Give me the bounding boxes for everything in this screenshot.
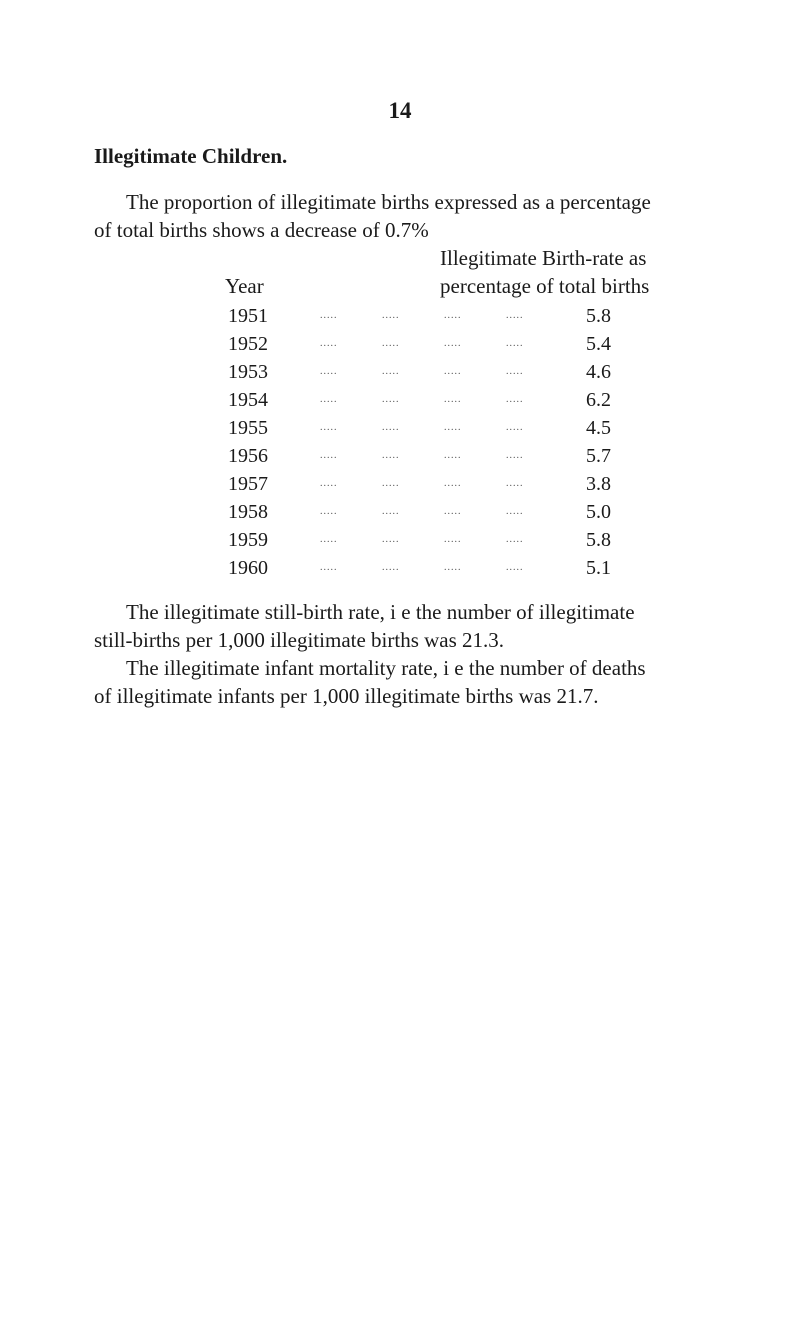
stillbirth-paragraph bbox=[94, 598, 764, 654]
year-cell: 1954 bbox=[228, 389, 268, 411]
rate-cell: 5.4 bbox=[586, 333, 611, 355]
rate-cell: 5.1 bbox=[586, 557, 611, 579]
infant-line-2: of illegitimate infants per 1,000 illegitimate births was 21.7. bbox=[94, 684, 599, 708]
leader-dots: ..... ..... ..... ..... bbox=[320, 394, 524, 405]
leader-dots: ..... ..... ..... ..... bbox=[320, 338, 524, 349]
intro-line-2: of total births shows a decrease of 0.7% bbox=[94, 218, 429, 242]
leader-dots: ..... ..... ..... ..... bbox=[320, 478, 524, 489]
intro-line-1: The proportion of illegitimate births expressed as a percentage bbox=[126, 190, 651, 214]
intro-paragraph bbox=[94, 188, 764, 244]
stillbirth-line-1: The illegitimate still-birth rate, i e the number of illegitimate bbox=[126, 600, 635, 624]
year-cell: 1951 bbox=[228, 305, 268, 327]
infant-mortality-paragraph bbox=[94, 654, 764, 710]
rate-cell: 5.8 bbox=[586, 305, 611, 327]
table-row bbox=[228, 330, 628, 358]
table-row bbox=[228, 442, 628, 470]
year-column-header: Year bbox=[225, 274, 264, 298]
leader-dots: ..... ..... ..... ..... bbox=[320, 422, 524, 433]
year-cell: 1957 bbox=[228, 473, 268, 495]
year-cell: 1955 bbox=[228, 417, 268, 439]
leader-dots: ..... ..... ..... ..... bbox=[320, 506, 524, 517]
infant-line-1: The illegitimate infant mortality rate, i e the number of deaths bbox=[126, 656, 646, 680]
rate-column-header-line-2: percentage of total births bbox=[440, 274, 650, 298]
leader-dots: ..... ..... ..... ..... bbox=[320, 562, 524, 573]
birth-rate-table bbox=[228, 302, 628, 582]
rate-cell: 4.5 bbox=[586, 417, 611, 439]
rate-column-header-line-1: Illegitimate Birth-rate as bbox=[440, 246, 647, 270]
leader-dots: ..... ..... ..... ..... bbox=[320, 450, 524, 461]
rate-cell: 5.0 bbox=[586, 501, 611, 523]
year-cell: 1953 bbox=[228, 361, 268, 383]
table-row bbox=[228, 498, 628, 526]
table-row bbox=[228, 554, 628, 582]
rate-cell: 5.7 bbox=[586, 445, 611, 467]
leader-dots: ..... ..... ..... ..... bbox=[320, 534, 524, 545]
leader-dots: ..... ..... ..... ..... bbox=[320, 366, 524, 377]
section-heading: Illegitimate Children. bbox=[94, 144, 288, 168]
year-cell: 1959 bbox=[228, 529, 268, 551]
rate-cell: 5.8 bbox=[586, 529, 611, 551]
table-row bbox=[228, 302, 628, 330]
stillbirth-line-2: still-births per 1,000 illegitimate births was 21.3. bbox=[94, 628, 505, 652]
page-number: 14 bbox=[388, 98, 412, 123]
year-cell: 1958 bbox=[228, 501, 268, 523]
table-row bbox=[228, 386, 628, 414]
year-cell: 1952 bbox=[228, 333, 268, 355]
rate-cell: 6.2 bbox=[586, 389, 611, 411]
year-cell: 1960 bbox=[228, 557, 268, 579]
year-cell: 1956 bbox=[228, 445, 268, 467]
leader-dots: ..... ..... ..... ..... bbox=[320, 310, 524, 321]
table-row bbox=[228, 414, 628, 442]
rate-cell: 4.6 bbox=[586, 361, 611, 383]
table-row bbox=[228, 526, 628, 554]
rate-cell: 3.8 bbox=[586, 473, 611, 495]
table-row bbox=[228, 358, 628, 386]
table-row bbox=[228, 470, 628, 498]
